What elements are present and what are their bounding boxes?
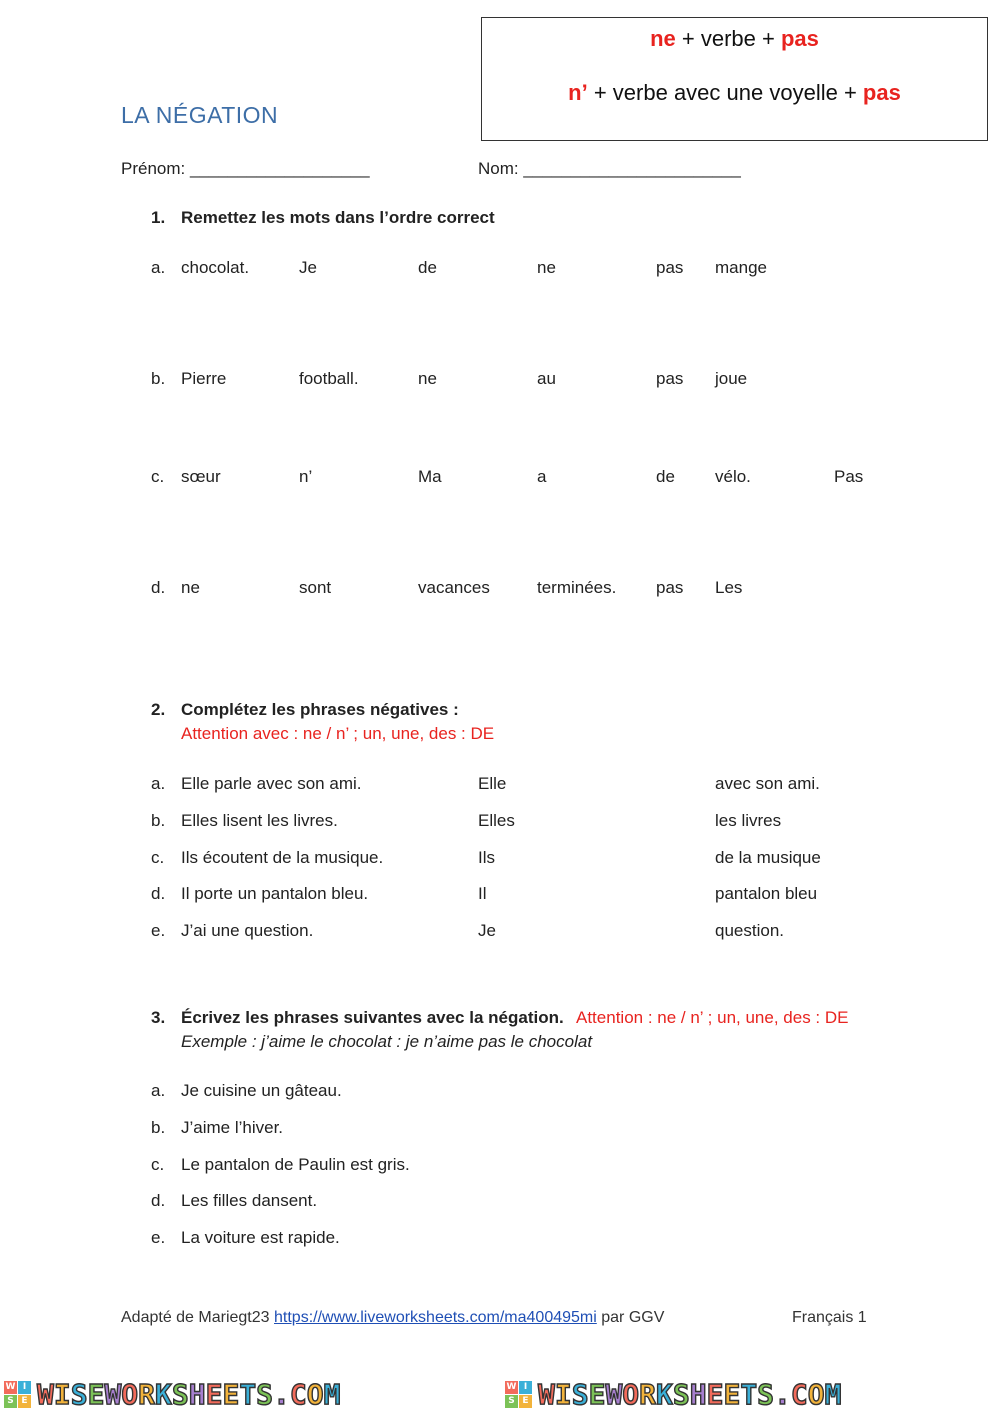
item-letter: a. <box>151 774 166 793</box>
item-letter: c. <box>151 467 165 486</box>
sentence-end: les livres <box>715 811 782 830</box>
logo-letter: E <box>18 1395 31 1408</box>
section1-number: 1. <box>151 208 166 227</box>
section3-number: 3. <box>151 1008 166 1027</box>
footer-credit: Adapté de Mariegt23 https://www.liveworksheets.com/ma400495mi par GGV <box>121 1309 665 1326</box>
brand-block-1 <box>4 1376 340 1413</box>
source-sentence: Le pantalon de Paulin est gris. <box>181 1155 410 1174</box>
answer-input[interactable] <box>478 1189 888 1211</box>
brand-bar <box>0 1376 1000 1413</box>
item-letter: c. <box>151 1155 165 1174</box>
brand-text: WISEWORKSHEETS.COM <box>37 1378 341 1411</box>
answer-input[interactable] <box>478 1079 888 1101</box>
word-chip[interactable]: Les <box>715 578 743 597</box>
page-title: LA NÉGATION <box>121 102 279 128</box>
logo-letter: W <box>506 1382 517 1392</box>
item-letter: e. <box>151 1228 166 1247</box>
sentence-start: Ils <box>478 848 495 867</box>
sentence-end: de la musique <box>715 848 821 867</box>
source-sentence: J’aime l’hiver. <box>181 1118 284 1137</box>
section2-heading: Complétez les phrases négatives : <box>181 700 459 719</box>
word-chip[interactable]: ne <box>418 369 437 388</box>
section3-attention: Attention : ne / n’ ; un, une, des : DE <box>576 1008 849 1027</box>
word-chip[interactable]: Je <box>299 258 317 277</box>
sentence-start: Je <box>478 921 496 940</box>
answer-input[interactable] <box>535 846 700 868</box>
source-sentence: J’ai une question. <box>181 921 314 940</box>
word-chip[interactable]: sœur <box>181 467 221 486</box>
item-letter: a. <box>151 258 166 277</box>
word-chip[interactable]: joue <box>715 369 748 388</box>
word-chip[interactable]: ne <box>181 578 200 597</box>
sentence-end: question. <box>715 921 784 940</box>
item-letter: b. <box>151 369 166 388</box>
logo-letter: S <box>505 1395 518 1408</box>
word-chip[interactable]: de <box>418 258 437 277</box>
word-chip[interactable]: de <box>656 467 675 486</box>
logo-letter: S <box>4 1395 17 1408</box>
word-chip[interactable]: chocolat. <box>181 258 250 277</box>
brand-logo-icon <box>505 1381 532 1408</box>
word-chip[interactable]: mange <box>715 258 767 277</box>
sentence-start: Elles <box>478 811 515 830</box>
item-letter: d. <box>151 578 166 597</box>
answer-input[interactable] <box>478 1116 888 1138</box>
prenom-field[interactable]: Prénom: ___________________ <box>121 159 370 178</box>
word-chip[interactable]: sont <box>299 578 332 597</box>
logo-letter: W <box>5 1382 16 1392</box>
answer-input[interactable] <box>478 1226 888 1248</box>
sentence-start: Il <box>478 884 487 903</box>
word-chip[interactable]: Pas <box>834 467 864 486</box>
logo-letter: I <box>519 1381 532 1394</box>
section2-attention: Attention avec : ne / n’ ; un, une, des : DE <box>181 724 495 743</box>
rule-box <box>481 17 988 141</box>
source-sentence: Ils écoutent de la musique. <box>181 848 384 867</box>
word-chip[interactable]: pas <box>656 258 684 277</box>
source-sentence: Je cuisine un gâteau. <box>181 1081 342 1100</box>
word-chip[interactable]: Pierre <box>181 369 227 388</box>
rule-line-n-pas: n’ + verbe avec une voyelle + pas <box>568 80 901 105</box>
word-chip[interactable]: vélo. <box>715 467 751 486</box>
rule-line-ne-pas: ne + verbe + pas <box>650 26 819 51</box>
item-letter: d. <box>151 1191 166 1210</box>
word-chip[interactable]: a <box>537 467 547 486</box>
answer-input[interactable] <box>535 882 700 904</box>
footer-link[interactable]: https://www.liveworksheets.com/ma400495mi <box>274 1309 597 1326</box>
answer-input[interactable] <box>535 809 700 831</box>
item-letter: b. <box>151 1118 166 1137</box>
sentence-end: pantalon bleu <box>715 884 818 903</box>
source-sentence: Il porte un pantalon bleu. <box>181 884 369 903</box>
word-chip[interactable]: ne <box>537 258 556 277</box>
word-chip[interactable]: vacances <box>418 578 490 597</box>
answer-input[interactable] <box>535 919 700 941</box>
item-letter: c. <box>151 848 165 867</box>
logo-letter: I <box>18 1381 31 1394</box>
answer-input[interactable] <box>535 772 700 794</box>
source-sentence: Elle parle avec son ami. <box>181 774 362 793</box>
brand-text: WISEWORKSHEETS.COM <box>538 1378 842 1411</box>
sentence-start: Elle <box>478 774 507 793</box>
section1-heading: Remettez les mots dans l’ordre correct <box>181 208 495 227</box>
section3-heading: Écrivez les phrases suivantes avec la négation. <box>181 1008 564 1027</box>
word-chip[interactable]: Ma <box>418 467 442 486</box>
item-letter: d. <box>151 884 166 903</box>
item-letter: e. <box>151 921 166 940</box>
nom-field[interactable]: Nom: _______________________ <box>478 159 741 178</box>
word-chip[interactable]: pas <box>656 578 684 597</box>
word-chip[interactable]: au <box>537 369 556 388</box>
word-chip[interactable]: n’ <box>299 467 313 486</box>
item-letter: b. <box>151 811 166 830</box>
section3-example: Exemple : j’aime le chocolat : je n’aime pas le chocolat <box>181 1032 593 1051</box>
item-letter: a. <box>151 1081 166 1100</box>
section2-number: 2. <box>151 700 166 719</box>
word-chip[interactable]: football. <box>299 369 359 388</box>
brand-block-2 <box>505 1376 841 1413</box>
source-sentence: Les filles dansent. <box>181 1191 318 1210</box>
word-chip[interactable]: pas <box>656 369 684 388</box>
brand-logo-icon <box>4 1381 31 1408</box>
sentence-end: avec son ami. <box>715 774 820 793</box>
footer-course: Français 1 <box>792 1309 867 1326</box>
source-sentence: La voiture est rapide. <box>181 1228 340 1247</box>
logo-letter: E <box>519 1395 532 1408</box>
word-chip[interactable]: terminées. <box>537 578 617 597</box>
source-sentence: Elles lisent les livres. <box>181 811 338 830</box>
answer-input[interactable] <box>478 1153 888 1175</box>
